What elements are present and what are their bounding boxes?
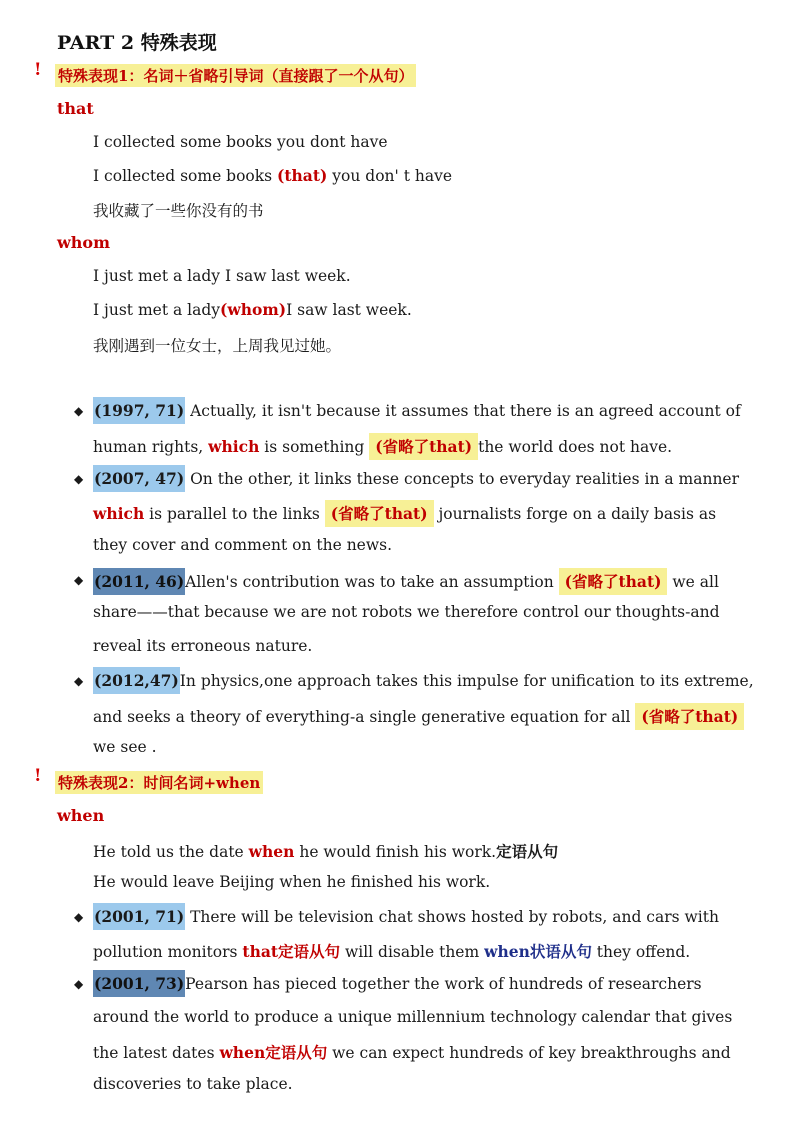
- example-line: [93, 840, 558, 862]
- omission-note: (省略了that): [369, 433, 478, 460]
- example-line: He would leave Beijing when he finished his work.: [93, 873, 491, 891]
- relative-word: when: [248, 842, 295, 861]
- keyword-whom: whom: [57, 233, 111, 252]
- citation-badge: (2001, 71): [93, 903, 185, 930]
- text: is something: [259, 438, 370, 456]
- text: Pearson has pieced together the work of hundreds of researchers: [185, 975, 702, 993]
- keyword-when: when: [57, 806, 105, 825]
- text: I saw last week.: [286, 301, 412, 319]
- example-item-line: they cover and comment on the news.: [93, 536, 392, 554]
- omission-note: (省略了that): [325, 500, 434, 527]
- text: I just met a lady: [93, 301, 221, 319]
- example-item-line: share——that because we are not robots we therefore control our thoughts-and: [93, 603, 720, 621]
- text: is parallel to the links: [144, 505, 325, 523]
- relative-word: which: [208, 437, 260, 456]
- bullet-icon: ◆: [74, 674, 84, 688]
- example-item-line: [93, 705, 744, 727]
- example-item-line: discoveries to take place.: [93, 1075, 293, 1093]
- text: we can expect hundreds of key breakthroughs and: [327, 1044, 731, 1062]
- example-item-line: [93, 502, 716, 524]
- bullet-icon: ◆: [74, 910, 84, 924]
- translation-line: 我刚遇到一位女士，上周我见过她。: [93, 337, 342, 355]
- citation-badge: (2012,47): [93, 667, 180, 694]
- example-line: I just met a lady I saw last week.: [93, 267, 351, 285]
- omitted-word: (whom): [220, 300, 287, 319]
- text: Allen's contribution was to take an assumption: [185, 573, 559, 591]
- citation-badge: (2011, 46): [93, 568, 185, 595]
- text: the latest dates: [93, 1044, 220, 1062]
- example-item: [93, 401, 741, 420]
- example-item: [93, 469, 739, 488]
- section-heading-1: 特殊表现1：名词＋省略引导词（直接跟了一个从句）: [55, 64, 416, 87]
- warning-mark: !: [34, 60, 42, 80]
- example-item-line: [93, 435, 672, 457]
- text: He told us the date: [93, 843, 249, 861]
- translation-line: 我收藏了一些你没有的书: [93, 202, 264, 220]
- omission-note: (省略了that): [635, 703, 744, 730]
- text: he would finish his work.: [294, 843, 497, 861]
- text: we all: [667, 573, 719, 591]
- text: human rights,: [93, 438, 209, 456]
- keyword-that: that: [57, 99, 94, 118]
- text: the world does not have.: [478, 438, 673, 456]
- relative-word: which: [93, 504, 145, 523]
- example-item-line: [93, 940, 690, 962]
- clause-note: that定语从句: [242, 942, 341, 961]
- text: I collected some books: [93, 167, 278, 185]
- example-item-line: around the world to produce a unique millennium technology calendar that gives: [93, 1008, 733, 1026]
- text: On the other, it links these concepts to everyday realities in a manner: [185, 470, 740, 488]
- example-line: [93, 300, 412, 319]
- text: you don' t have: [327, 167, 453, 185]
- example-item: [93, 974, 702, 993]
- text: In physics,one approach takes this impulse for unification to its extreme,: [179, 672, 754, 690]
- example-line: [93, 166, 452, 185]
- clause-note: when状语从句: [484, 942, 592, 961]
- text: they offend.: [591, 943, 691, 961]
- example-item: [93, 570, 719, 592]
- bullet-icon: ◆: [74, 573, 84, 587]
- grammar-note: 定语从句: [496, 842, 559, 861]
- bullet-icon: ◆: [74, 977, 84, 991]
- example-item-line: reveal its erroneous nature.: [93, 637, 313, 655]
- text: Actually, it isn't because it assumes that there is an agreed account of: [185, 402, 741, 420]
- example-item: [93, 907, 719, 926]
- example-line: I collected some books you dont have: [93, 133, 388, 151]
- citation-badge: (2001, 73): [93, 970, 185, 997]
- section-heading-2: 特殊表现2：时间名词+when: [55, 771, 263, 794]
- text: and seeks a theory of everything-a single generative equation for all: [93, 708, 636, 726]
- text: will disable them: [340, 943, 485, 961]
- example-item-line: [93, 1041, 731, 1063]
- text: pollution monitors: [93, 943, 243, 961]
- omitted-word: (that): [277, 166, 328, 185]
- text: There will be television chat shows hosted by robots, and cars with: [185, 908, 719, 926]
- text: journalists forge on a daily basis as: [433, 505, 717, 523]
- bullet-icon: ◆: [74, 472, 84, 486]
- example-item-line: we see .: [93, 738, 157, 756]
- citation-badge: (2007, 47): [93, 465, 185, 492]
- clause-note: when定语从句: [219, 1043, 328, 1062]
- omission-note: (省略了that): [559, 568, 668, 595]
- citation-badge: (1997, 71): [93, 397, 185, 424]
- bullet-icon: ◆: [74, 404, 84, 418]
- example-item: [93, 671, 754, 690]
- warning-mark: !: [34, 766, 42, 786]
- page-title: PART 2 特殊表现: [57, 32, 217, 54]
